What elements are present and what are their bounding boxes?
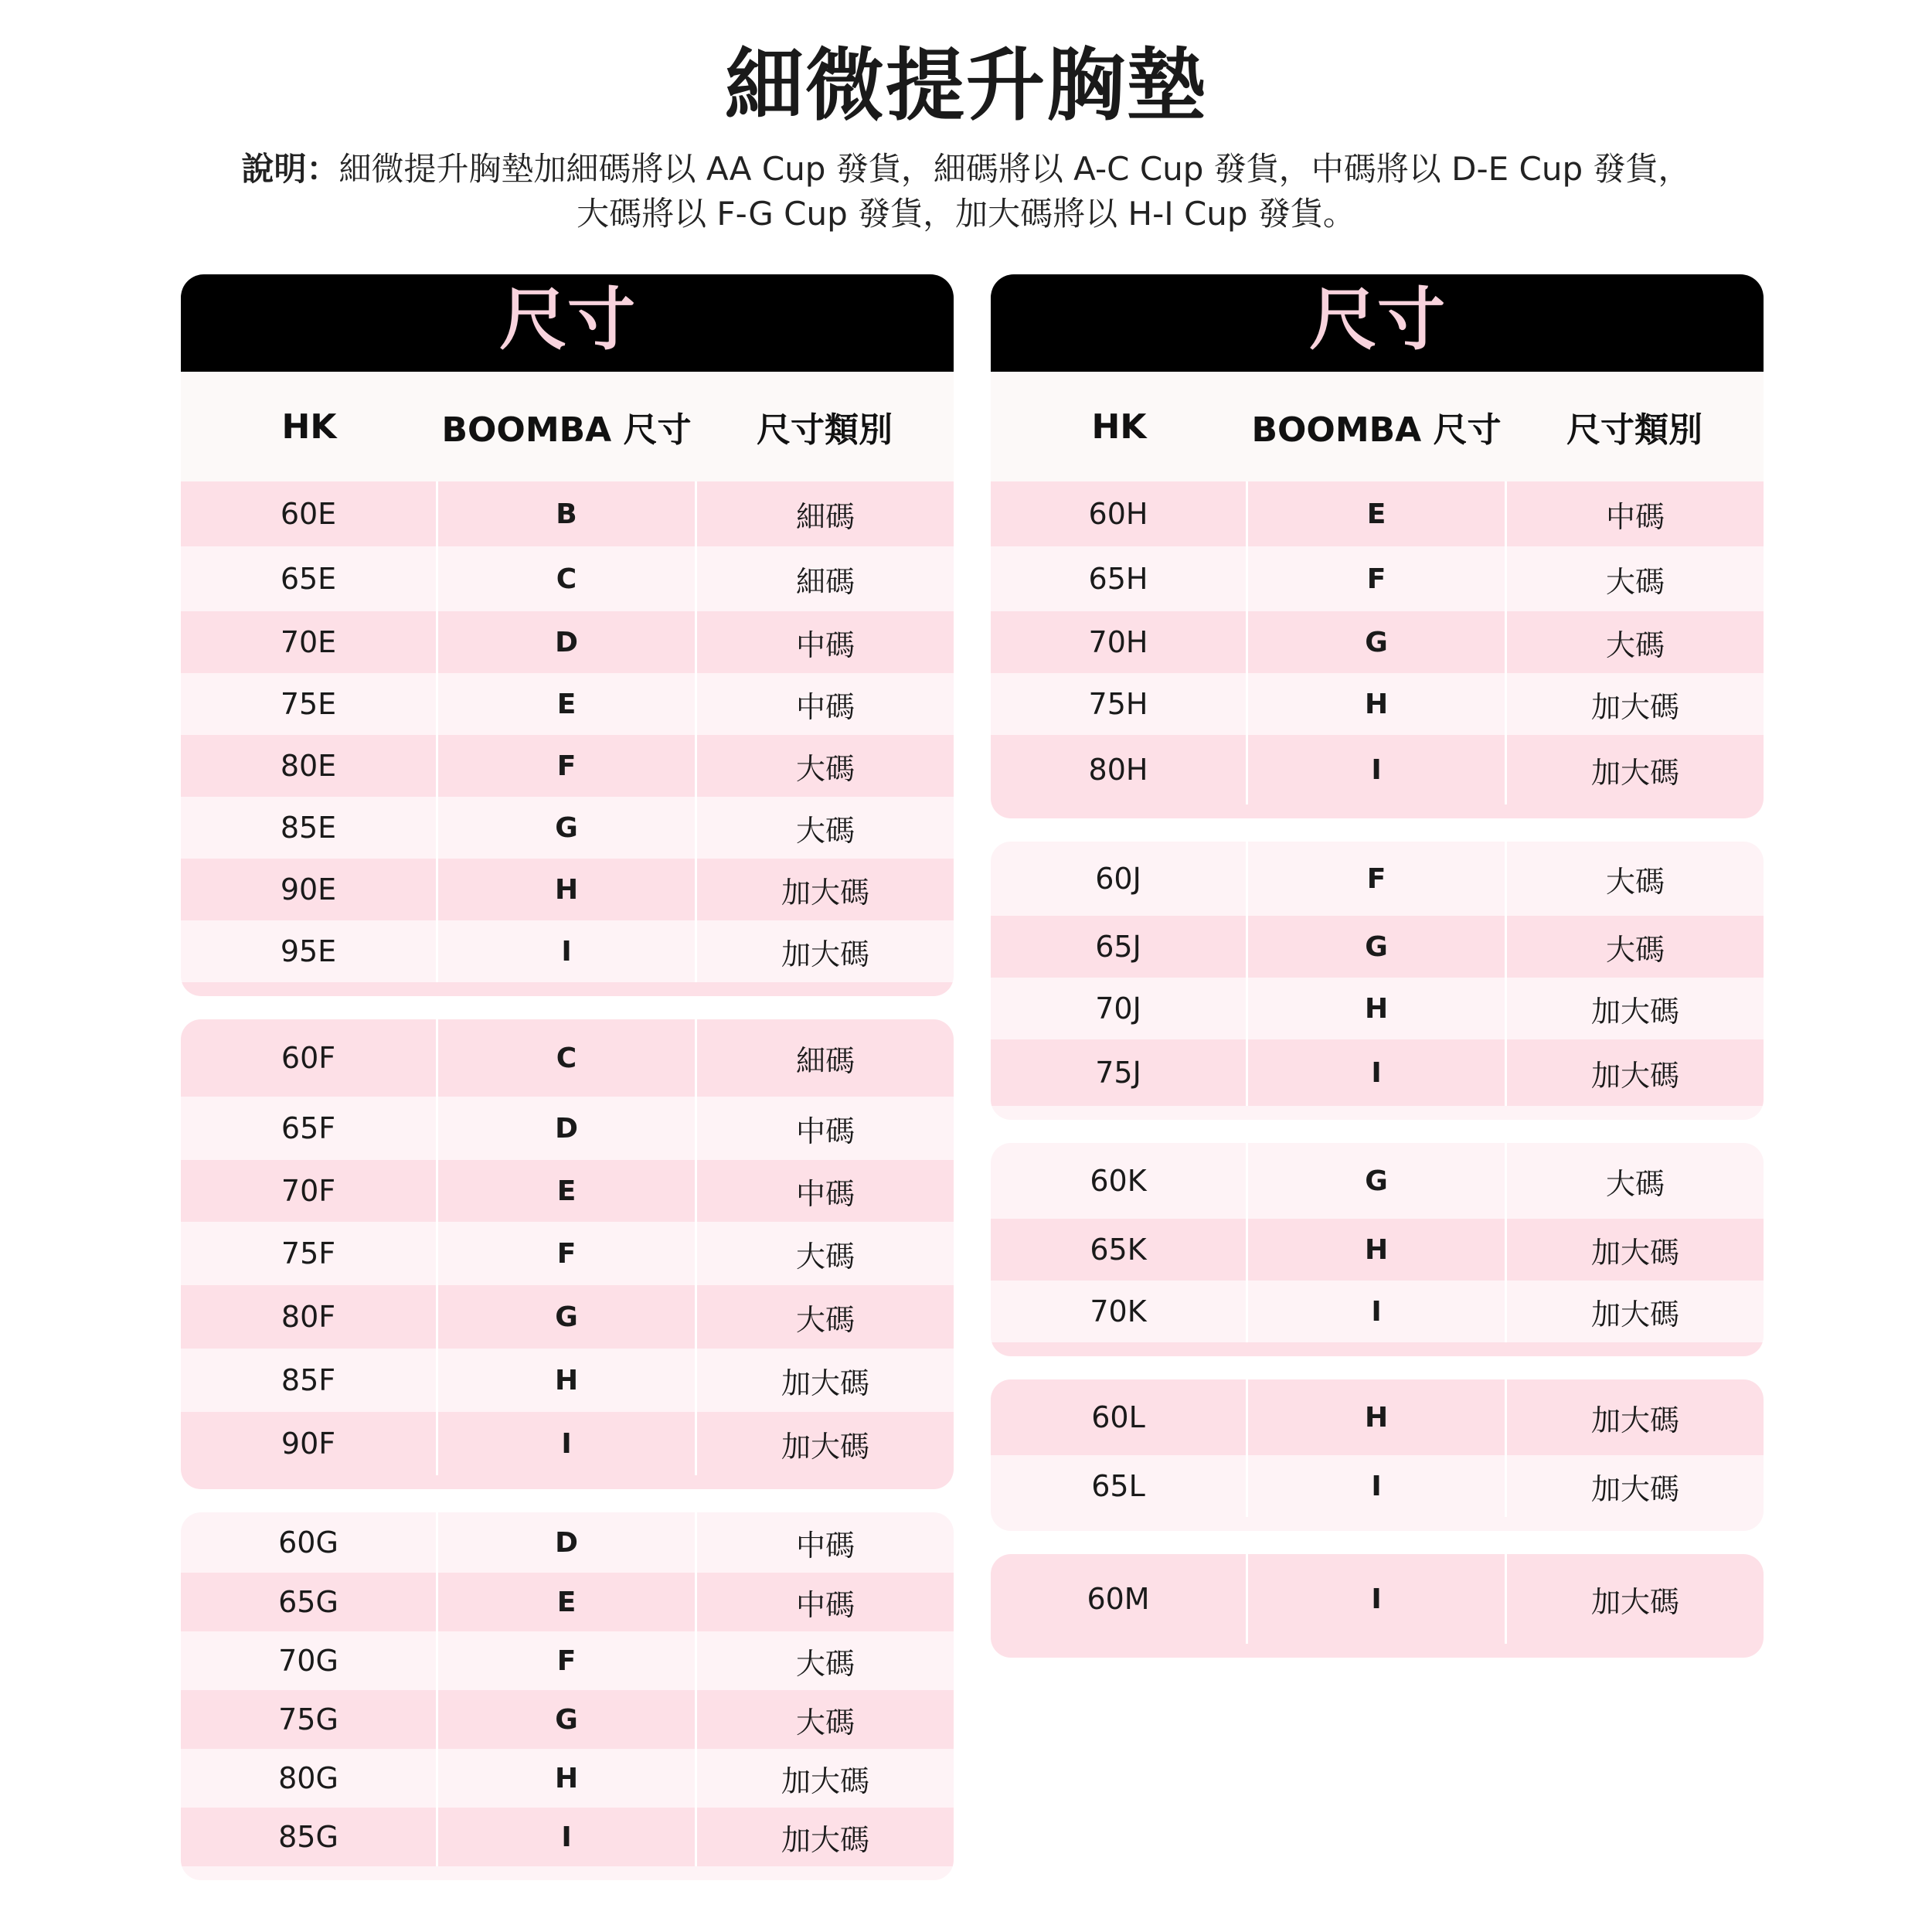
table-row (181, 1160, 954, 1222)
table-row (181, 1808, 954, 1866)
cell-hk: 95E (280, 934, 337, 968)
cell-size-category: 大碼 (1606, 564, 1665, 599)
table-row (991, 1379, 1764, 1455)
table-row (181, 481, 954, 546)
cell-hk: 65G (278, 1585, 338, 1619)
cell-boomba-size: F (436, 735, 697, 797)
cell-size-category: 大碼 (796, 751, 855, 786)
cell-size-category: 加大碼 (1591, 1584, 1680, 1619)
cell-size-category: 中碼 (796, 689, 855, 724)
group-footer (991, 1644, 1764, 1658)
cell-size-category: 加大碼 (1591, 1235, 1680, 1270)
cell-size-category: 大碼 (796, 1239, 855, 1274)
cell-size-category: 細碼 (796, 1043, 855, 1078)
row-groups (991, 481, 1764, 1658)
cell-hk: 60J (1095, 862, 1141, 896)
table-row (181, 546, 954, 611)
cell-boomba-size: E (436, 1160, 697, 1222)
row-group (991, 1554, 1764, 1658)
cell-boomba-size: H (1246, 978, 1507, 1039)
table-row (991, 1219, 1764, 1281)
table-row (991, 611, 1764, 673)
cell-hk: 70H (1088, 625, 1148, 659)
cell-hk: 85G (278, 1820, 338, 1854)
row-group (991, 481, 1764, 818)
cell-size-category: 中碼 (796, 1587, 855, 1622)
cell-boomba-size: G (1246, 1143, 1507, 1219)
table-row (181, 673, 954, 735)
cell-hk: 85E (280, 811, 337, 845)
column-header-hk: HK (281, 406, 337, 447)
cell-boomba-size: G (1246, 611, 1507, 673)
cell-boomba-size: G (436, 1285, 697, 1349)
cell-boomba-size: H (1246, 1219, 1507, 1281)
table-row (181, 859, 954, 920)
cell-hk: 65J (1095, 930, 1141, 964)
cell-boomba-size: E (436, 673, 697, 735)
cell-size-category: 大碼 (1606, 628, 1665, 662)
table-row (181, 735, 954, 797)
cell-hk: 75J (1095, 1056, 1141, 1090)
table-row (991, 1455, 1764, 1517)
cell-size-category: 大碼 (796, 813, 855, 848)
cell-hk: 60G (278, 1526, 338, 1560)
group-footer (181, 1866, 954, 1880)
table-row (991, 842, 1764, 916)
table-row (991, 978, 1764, 1039)
table-header: 尺寸 (991, 274, 1764, 372)
cell-size-category: 加大碼 (781, 1764, 870, 1798)
cell-boomba-size: I (436, 920, 697, 982)
cell-hk: 85F (281, 1363, 336, 1397)
table-row (181, 1573, 954, 1631)
group-footer (181, 1475, 954, 1489)
cell-size-category: 大碼 (1606, 932, 1665, 967)
cell-boomba-size: H (436, 1749, 697, 1808)
group-footer (991, 1517, 1764, 1531)
cell-hk: 80F (281, 1300, 336, 1334)
size-table-left (181, 274, 954, 1880)
description (193, 147, 1739, 236)
description-line2: 大碼將以 F-G Cup 發貨，加大碼將以 H-I Cup 發貨。 (577, 195, 1355, 233)
cell-boomba-size: I (436, 1412, 697, 1475)
cell-size-category: 加大碼 (1591, 1297, 1680, 1332)
cell-boomba-size: E (1246, 481, 1507, 546)
column-headers (181, 372, 954, 481)
cell-size-category: 中碼 (796, 1176, 855, 1211)
cell-size-category: 大碼 (1606, 1166, 1665, 1201)
group-footer (991, 1342, 1764, 1356)
table-row (181, 1690, 954, 1749)
column-header-boomba: BOOMBA 尺寸 (441, 410, 692, 450)
cell-size-category: 細碼 (796, 564, 855, 599)
cell-hk: 65F (281, 1111, 336, 1145)
row-group (181, 481, 954, 996)
table-row (991, 1143, 1764, 1219)
cell-boomba-size: I (1246, 735, 1507, 804)
table-row (181, 1749, 954, 1808)
cell-boomba-size: I (1246, 1281, 1507, 1342)
column-header-category: 尺寸類別 (757, 410, 893, 450)
cell-boomba-size: D (436, 1097, 697, 1160)
cell-size-category: 大碼 (1606, 864, 1665, 899)
cell-hk: 70K (1090, 1294, 1147, 1328)
cell-size-category: 加大碼 (781, 875, 870, 910)
cell-hk: 75G (278, 1702, 338, 1736)
group-footer (991, 804, 1764, 818)
cell-boomba-size: F (436, 1222, 697, 1285)
cell-hk: 90E (280, 872, 337, 906)
row-group (991, 1379, 1764, 1531)
cell-hk: 75E (280, 687, 337, 721)
cell-size-category: 加大碼 (1591, 755, 1680, 790)
cell-boomba-size: H (1246, 673, 1507, 735)
group-footer (181, 982, 954, 996)
group-footer (991, 1106, 1764, 1120)
row-group (991, 842, 1764, 1120)
cell-size-category: 細碼 (796, 499, 855, 534)
cell-hk: 65H (1088, 562, 1148, 596)
cell-boomba-size: H (436, 1349, 697, 1412)
table-row (181, 1222, 954, 1285)
cell-size-category: 加大碼 (1591, 1058, 1680, 1093)
cell-boomba-size: F (436, 1631, 697, 1690)
table-row (181, 1512, 954, 1573)
table-row (991, 546, 1764, 611)
cell-size-category: 大碼 (796, 1646, 855, 1681)
cell-boomba-size: E (436, 1573, 697, 1631)
cell-boomba-size: D (436, 1512, 697, 1573)
cell-size-category: 加大碼 (781, 1429, 870, 1464)
cell-hk: 65K (1090, 1233, 1147, 1267)
cell-hk: 80H (1088, 753, 1148, 787)
cell-size-category: 中碼 (1606, 499, 1665, 534)
cell-size-category: 大碼 (796, 1302, 855, 1337)
row-group (181, 1019, 954, 1489)
page-title: 細微提升胸墊 (725, 40, 1207, 132)
table-row (991, 735, 1764, 804)
cell-hk: 70E (280, 625, 337, 659)
cell-boomba-size: F (1246, 546, 1507, 611)
column-header-hk: HK (1091, 406, 1147, 447)
cell-size-category: 中碼 (796, 1528, 855, 1563)
table-row (991, 1281, 1764, 1342)
row-group (991, 1143, 1764, 1356)
table-row (991, 1554, 1764, 1644)
cell-size-category: 加大碼 (1591, 994, 1680, 1029)
size-table-right (991, 274, 1764, 1658)
table-row (991, 481, 1764, 546)
description-line1: 細微提升胸墊加細碼將以 AA Cup 發貨，細碼將以 A-C Cup 發貨，中碼將以 D-E Cup 發貨， (338, 150, 1691, 188)
cell-size-category: 加大碼 (781, 1822, 870, 1857)
cell-hk: 70F (281, 1174, 336, 1208)
table-row (991, 1039, 1764, 1106)
cell-size-category: 加大碼 (781, 1366, 870, 1400)
column-header-boomba: BOOMBA 尺寸 (1251, 410, 1502, 450)
cell-hk: 60F (281, 1041, 336, 1075)
cell-hk: 65E (280, 562, 337, 596)
cell-hk: 60E (280, 497, 337, 531)
cell-boomba-size: H (1246, 1379, 1507, 1455)
cell-boomba-size: I (436, 1808, 697, 1866)
cell-hk: 65L (1091, 1469, 1145, 1503)
cell-hk: 80G (278, 1761, 338, 1795)
cell-size-category: 加大碼 (781, 937, 870, 971)
cell-boomba-size: G (436, 1690, 697, 1749)
table-row (181, 1412, 954, 1475)
table-row (181, 797, 954, 859)
cell-boomba-size: I (1246, 1039, 1507, 1106)
table-row (181, 611, 954, 673)
cell-hk: 90F (281, 1427, 336, 1461)
cell-hk: 60H (1088, 497, 1148, 531)
cell-size-category: 中碼 (796, 1114, 855, 1148)
row-group (181, 1512, 954, 1880)
cell-boomba-size: F (1246, 842, 1507, 916)
cell-hk: 70G (278, 1644, 338, 1678)
table-row (181, 1631, 954, 1690)
cell-boomba-size: B (436, 481, 697, 546)
table-row (181, 1019, 954, 1097)
row-groups (181, 481, 954, 1880)
column-header-category: 尺寸類別 (1566, 410, 1702, 450)
cell-hk: 75F (281, 1236, 336, 1270)
table-row (991, 673, 1764, 735)
column-headers (991, 372, 1764, 481)
cell-boomba-size: I (1246, 1554, 1507, 1644)
cell-hk: 60K (1090, 1164, 1147, 1198)
cell-size-category: 加大碼 (1591, 1403, 1680, 1437)
table-row (181, 1349, 954, 1412)
table-row (181, 1097, 954, 1160)
cell-size-category: 大碼 (796, 1705, 855, 1740)
cell-boomba-size: C (436, 1019, 697, 1097)
cell-size-category: 加大碼 (1591, 689, 1680, 724)
cell-hk: 60L (1091, 1400, 1145, 1434)
table-row (991, 916, 1764, 978)
cell-hk: 70J (1095, 992, 1141, 1026)
cell-hk: 60M (1087, 1582, 1150, 1616)
table-row (181, 1285, 954, 1349)
cell-boomba-size: G (1246, 916, 1507, 978)
cell-boomba-size: I (1246, 1455, 1507, 1517)
cell-size-category: 中碼 (796, 628, 855, 662)
cell-boomba-size: D (436, 611, 697, 673)
cell-hk: 75H (1088, 687, 1148, 721)
cell-hk: 80E (280, 749, 337, 783)
cell-boomba-size: G (436, 797, 697, 859)
cell-boomba-size: H (436, 859, 697, 920)
cell-boomba-size: C (436, 546, 697, 611)
description-lead: 說明： (241, 150, 339, 188)
table-row (181, 920, 954, 982)
table-header: 尺寸 (181, 274, 954, 372)
cell-size-category: 加大碼 (1591, 1471, 1680, 1506)
